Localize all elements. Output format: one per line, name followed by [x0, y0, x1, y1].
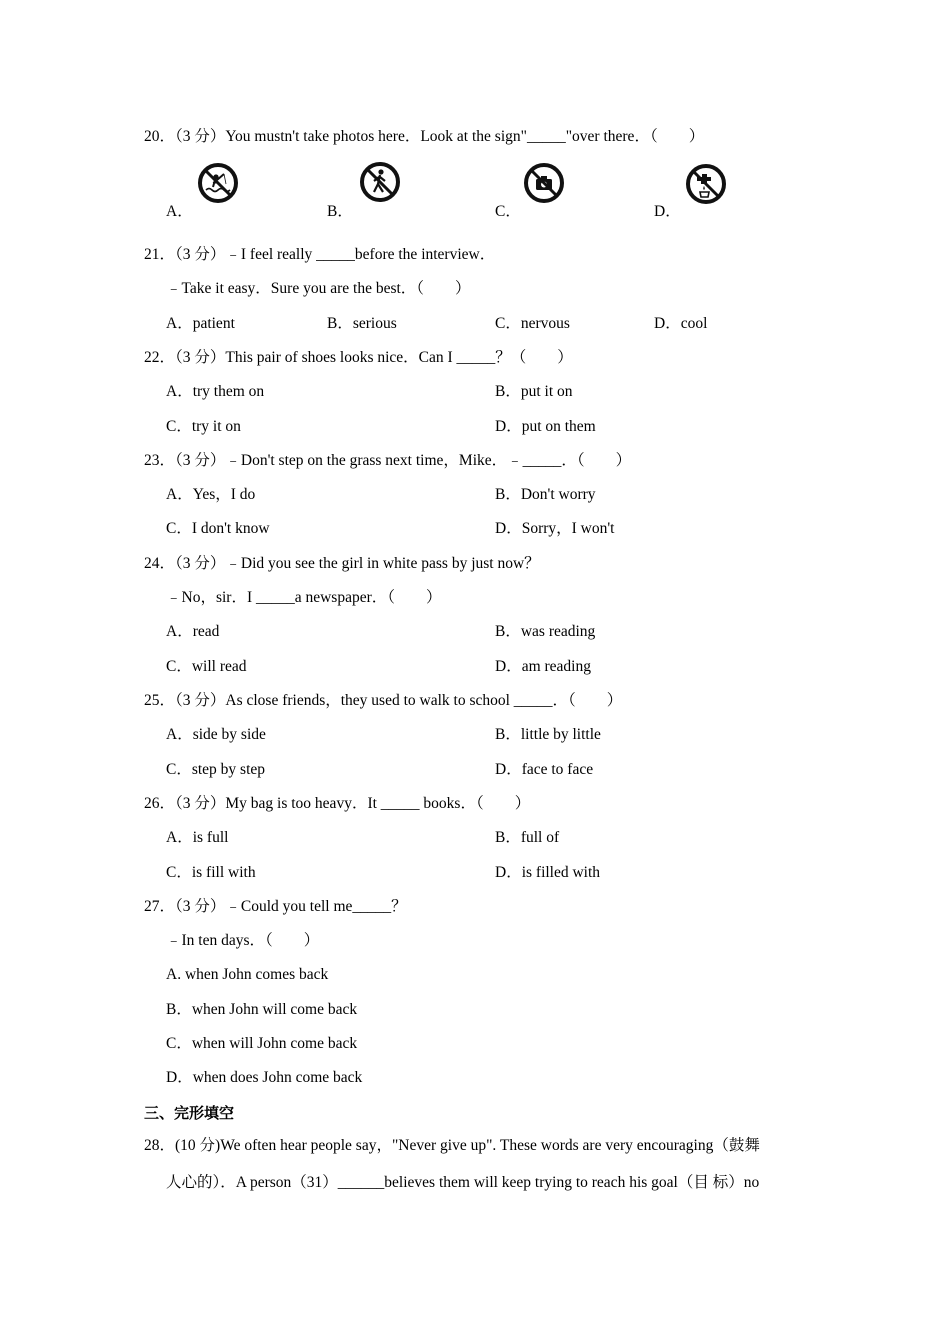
q27-option-d: D．when does John come back — [166, 1069, 363, 1086]
q21-stem: 21．（3 分）﹣I feel really _____before the interview． — [144, 246, 496, 263]
q25-stem: 25．（3 分）As close friends，they used to walk to school _____．（ ） — [144, 692, 623, 709]
q26-option-a: A．is full — [166, 829, 229, 846]
q24-option-d: D．am reading — [495, 658, 591, 675]
q27-stem-reply: ﹣In ten days．（ ） — [166, 932, 320, 949]
q26-option-b: B．full of — [495, 829, 560, 846]
q24-option-c: C．will read — [166, 658, 247, 675]
q22-option-c: C．try it on — [166, 418, 241, 435]
q23-option-d: D．Sorry，I won't — [495, 520, 615, 537]
q22-option-d: D．put on them — [495, 418, 596, 435]
q26-option-c: C．is fill with — [166, 864, 256, 881]
q23-option-b: B．Don't worry — [495, 486, 596, 503]
q23-option-a: A．Yes，I do — [166, 486, 256, 503]
no-camera-icon — [523, 162, 565, 204]
q23-stem: 23．（3 分）﹣Don't step on the grass next time，Mike．﹣_____．（ ） — [144, 452, 632, 469]
q27-option-c: C．when will John come back — [166, 1035, 358, 1052]
q21-stem-reply: ﹣Take it easy．Sure you are the best．（ ） — [166, 280, 471, 297]
no-pedestrians-icon — [359, 161, 401, 203]
q22-stem: 22．（3 分）This pair of shoes looks nice．Can I _____？（ ） — [144, 349, 573, 366]
no-fishing-icon — [197, 162, 239, 204]
q22-option-b: B．put it on — [495, 383, 573, 400]
q24-stem: 24．（3 分）﹣Did you see the girl in white pass by just now？ — [144, 555, 540, 572]
q20-option-b-label: B． — [327, 203, 353, 220]
q24-option-a: A．read — [166, 623, 220, 640]
q24-option-b: B．was reading — [495, 623, 596, 640]
no-drinking-water-icon — [685, 163, 727, 205]
q27-option-b: B．when John will come back — [166, 1001, 358, 1018]
q20-stem: 20．（3 分）You mustn't take photos here．Look at the sign"_____"over there．（ ） — [144, 128, 705, 145]
q21-option-c: C．nervous — [495, 315, 570, 332]
q22-option-a: A．try them on — [166, 383, 265, 400]
q25-option-b: B．little by little — [495, 726, 601, 743]
q26-option-d: D．is filled with — [495, 864, 601, 881]
q20-option-d-label: D． — [654, 203, 681, 220]
q28-line-2: 人心的）．A person（31）______believes them will keep trying to reach his goal（目 标）no — [166, 1174, 760, 1191]
q21-option-b: B．serious — [327, 315, 397, 332]
q24-stem-reply: ﹣No，sir．I _____a newspaper．（ ） — [166, 589, 442, 606]
q27-stem: 27．（3 分）﹣Could you tell me_____？ — [144, 898, 407, 915]
section-heading: 三、完形填空 — [144, 1104, 235, 1122]
q26-stem: 26．（3 分）My bag is too heavy．It _____ books．（ ） — [144, 795, 531, 812]
q20-option-a-label: A． — [166, 203, 193, 220]
q25-option-c: C．step by step — [166, 761, 266, 778]
q21-option-a: A．patient — [166, 315, 235, 332]
q25-option-d: D．face to face — [495, 761, 594, 778]
q27-option-a: A. when John comes back — [166, 966, 329, 983]
q25-option-a: A．side by side — [166, 726, 266, 743]
q23-option-c: C．I don't know — [166, 520, 270, 537]
q20-option-c-label: C． — [495, 203, 521, 220]
q28-line-1: 28．(10 分)We often hear people say，"Never give up". These words are very encouraging（鼓舞 — [144, 1137, 760, 1154]
q21-option-d: D．cool — [654, 315, 708, 332]
